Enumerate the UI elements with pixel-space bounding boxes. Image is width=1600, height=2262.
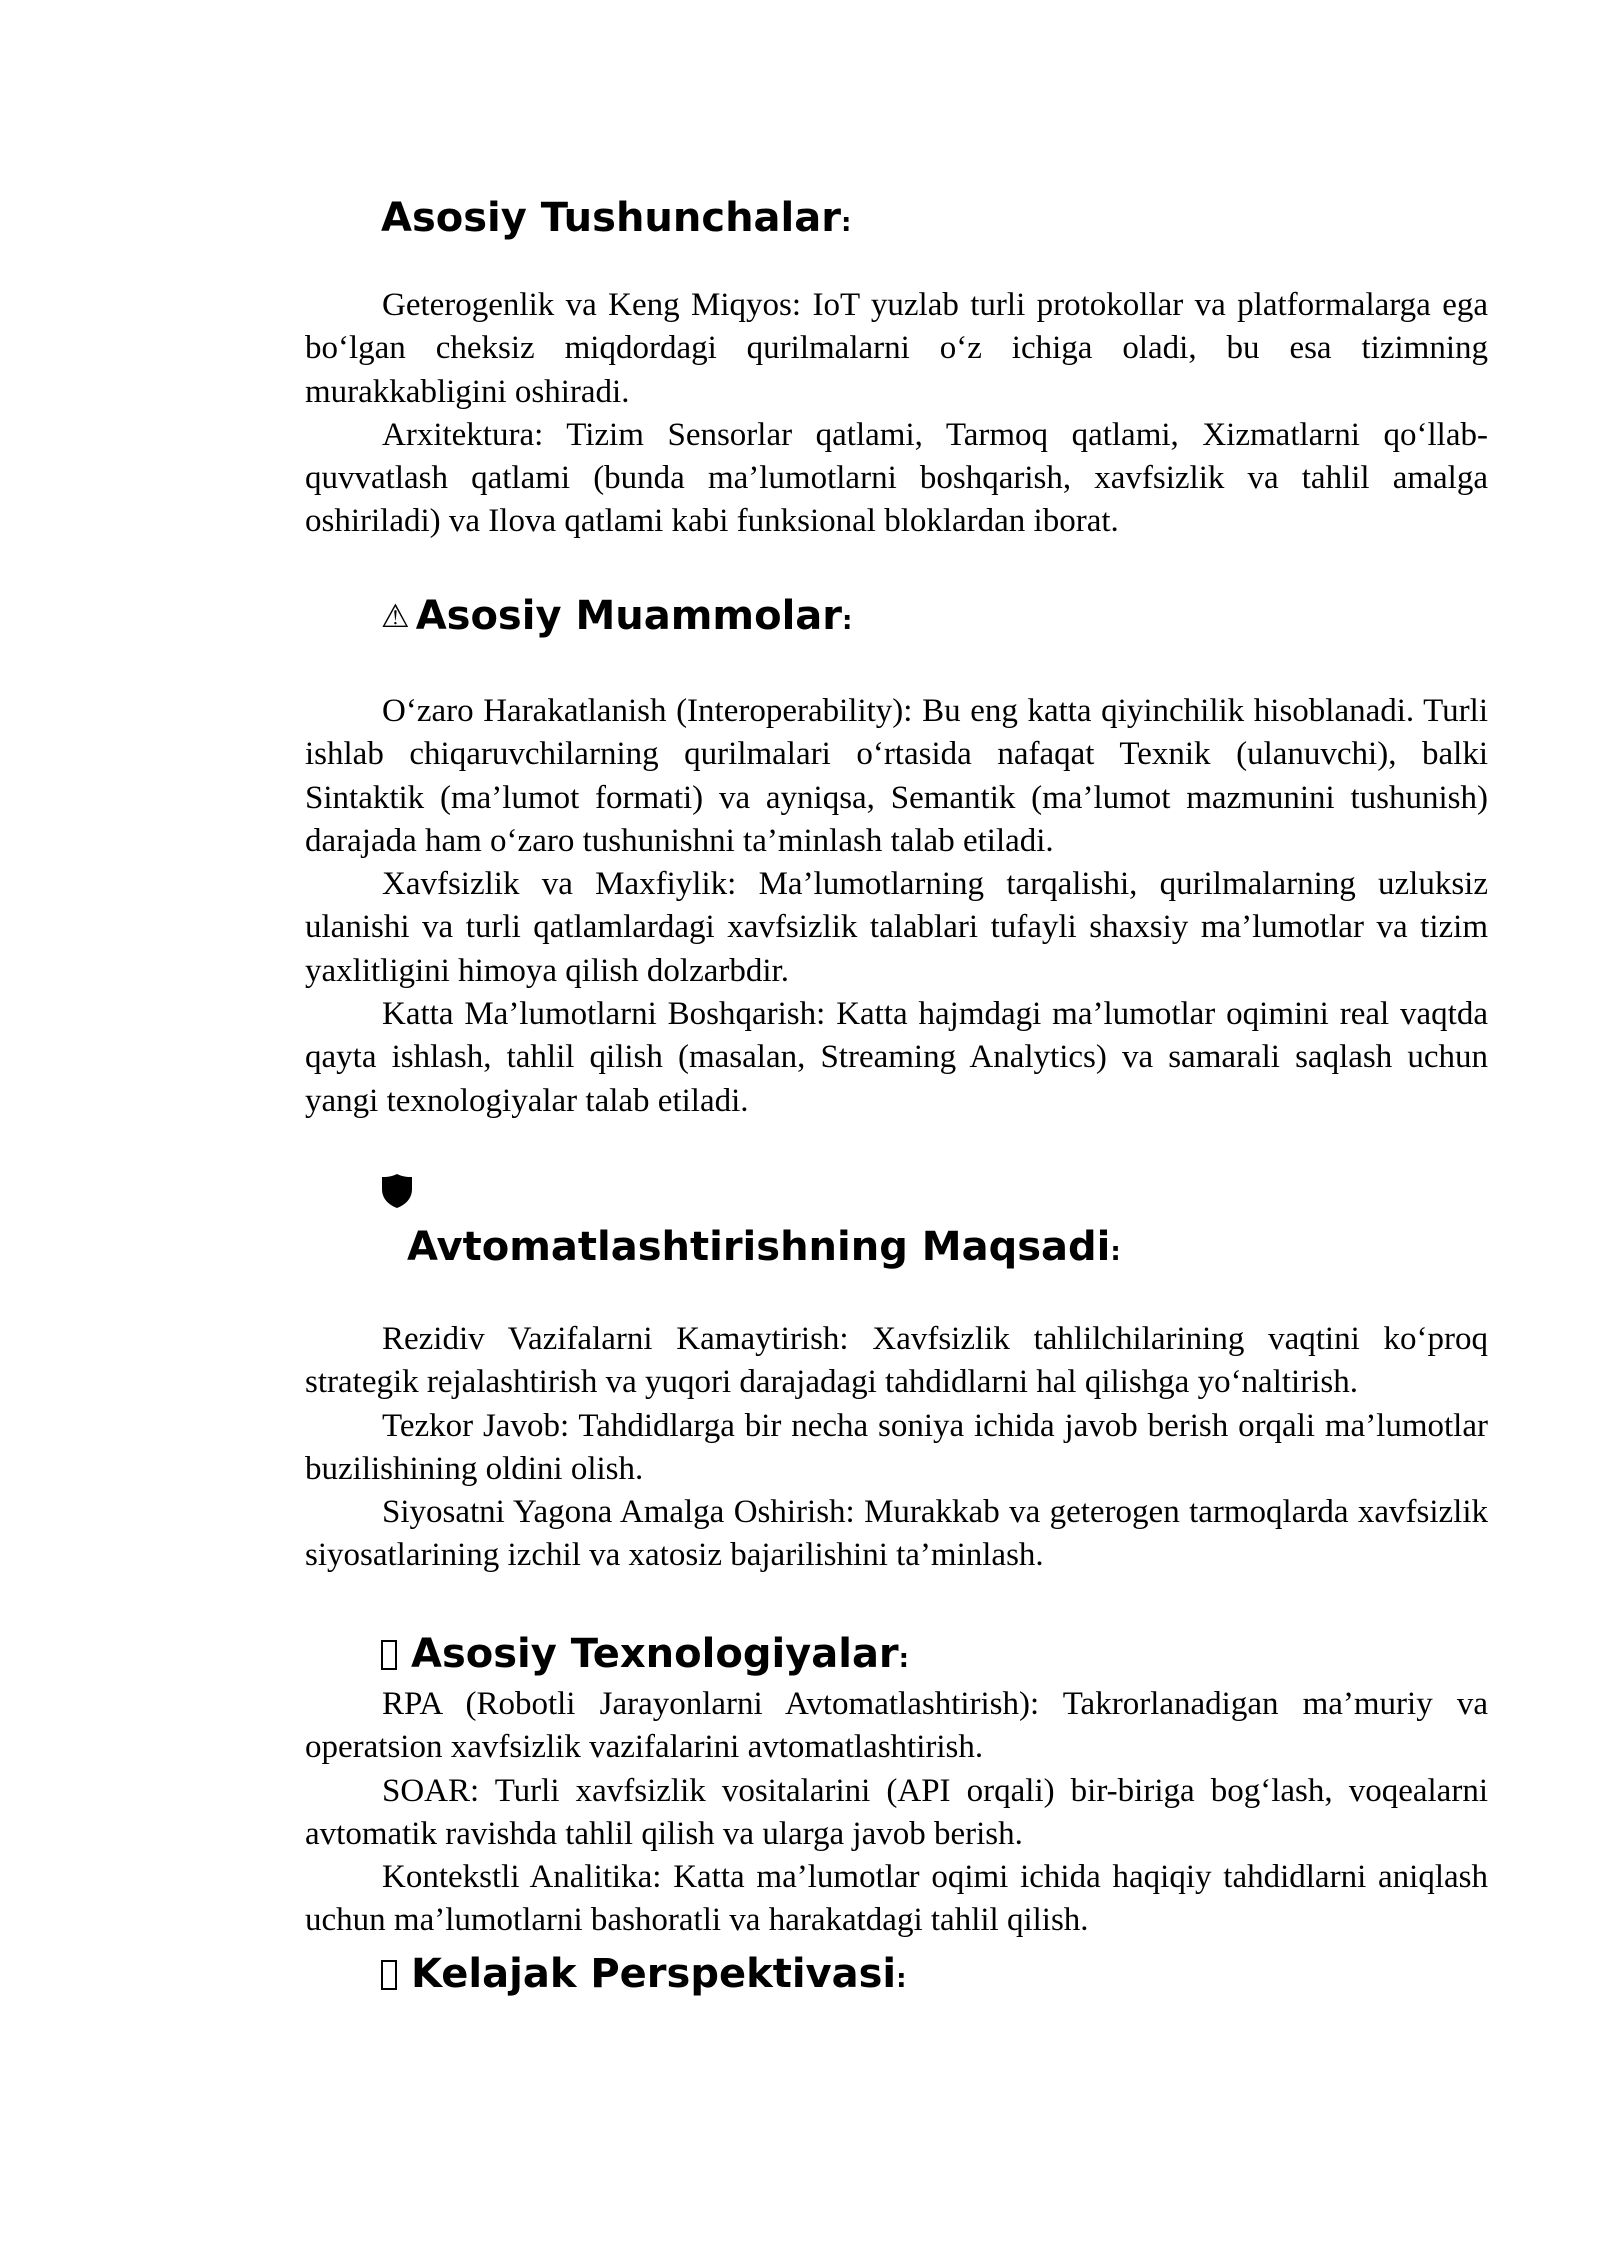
heading-colon: : [898,1644,910,1674]
missing-glyph-icon [381,1960,397,1990]
section-heading-text: Avtomatlashtirishning Maqsadi [407,1224,1111,1270]
missing-glyph-icon [381,1640,397,1670]
paragraph: Xavfsizlik va Maxfiylik: Ma’lumotlarning tarqalishi, qurilmalarning uzluksiz ulanishi va turli qatlamlardagi xavfsizlik talablari tufayli shaxsiy ma’lumotlar va tizim yaxlitligini himoya qilish dolzarbdir. [305,866,1488,989]
heading-colon: : [840,208,852,238]
warning-icon: ⚠ [381,597,410,635]
heading-colon: : [842,606,853,636]
section-body-muammolar [305,690,1488,1123]
section-heading-texnologiyalar [305,1630,909,1683]
paragraph: Siyosatni Yagona Amalga Oshirish: Murakkab va geterogen tarmoqlarda xavfsizlik siyosatlarining izchil va xatosiz bajarilishini ta’minlash. [305,1494,1488,1574]
paragraph: Rezidiv Vazifalarni Kamaytirish: Xavfsizlik tahlilchilarining vaqtini ko‘proq strategik rejalashtirish va yuqori darajadagi tahdidlarni hal qilishga yo‘naltirish. [305,1321,1488,1401]
paragraph: Arxitektura: Tizim Sensorlar qatlami, Tarmoq qatlami, Xizmatlarni qo‘llab-quvvatlash qatlami (bunda ma’lumotlarni boshqarish, xavfsizlik va tahlil amalga oshiriladi) va Ilova qatlami kabi funksional bloklardan iborat. [305,416,1488,540]
section-heading-text: Asosiy Tushunchalar [381,195,841,241]
heading-colon: : [1110,1237,1121,1267]
section-heading-tushunchalar [305,194,851,247]
section-heading-perspektivasi [305,1950,907,2003]
paragraph: SOAR: Turli xavfsizlik vositalarini (API orqali) bir-biriga bog‘lash, voqealarni avtomatik ravishda tahlil qilish va ularga javob berish. [305,1772,1488,1852]
paragraph: O‘zaro Harakatlanish (Interoperability): Bu eng katta qiyinchilik hisoblanadi. Turli ishlab chiqaruvchilarning qurilmalari o‘rtasida nafaqat Texnik (ulanuvchi), balki Sintaktik (ma’lumot formati) va ayniqsa, Semantik (ma’lumot mazmunini tushunish) darajada ham o‘zaro tushunishni ta’minlash talab etiladi. [305,693,1488,859]
paragraph: Kontekstli Analitika: Katta ma’lumotlar oqimi ichida haqiqiy tahdidlarni aniqlash uchun ma’lumotlarni bashoratli va harakatdagi tahlil qilish. [305,1859,1488,1939]
section-body-texnologiyalar [305,1683,1488,1943]
shield-icon [381,1173,413,1209]
paragraph: Tezkor Javob: Tahdidlarga bir necha soniya ichida javob berish orqali ma’lumotlar buzilishining oldini olish. [305,1407,1488,1487]
section-body-tushunchalar [305,284,1488,544]
section-heading-maqsadi [305,1223,1121,1276]
section-heading-text: Kelajak Perspektivasi [411,1951,897,1997]
section-heading-text: Asosiy Texnologiyalar [411,1631,899,1677]
heading-colon: : [896,1964,907,1994]
section-heading-muammolar [305,592,852,645]
section-body-maqsadi [305,1318,1488,1578]
paragraph: Katta Ma’lumotlarni Boshqarish: Katta hajmdagi ma’lumotlar oqimini real vaqtda qayta ishlash, tahlil qilish (masalan, Streaming Analytics) va samarali saqlash uchun yangi texnologiyalar talab etiladi. [305,996,1488,1119]
paragraph: Geterogenlik va Keng Miqyos: IoT yuzlab turli protokollar va platformalarga ega bo‘lgan cheksiz miqdordagi qurilmalarni o‘z ichiga oladi, bu esa tizimning murakkabligini oshiradi. [305,287,1488,410]
section-heading-text: Asosiy Muammolar [415,593,842,639]
paragraph: RPA (Robotli Jarayonlarni Avtomatlashtirish): Takrorlanadigan ma’muriy va operatsion xavfsizlik vazifalarini avtomatlashtirish. [305,1686,1488,1766]
